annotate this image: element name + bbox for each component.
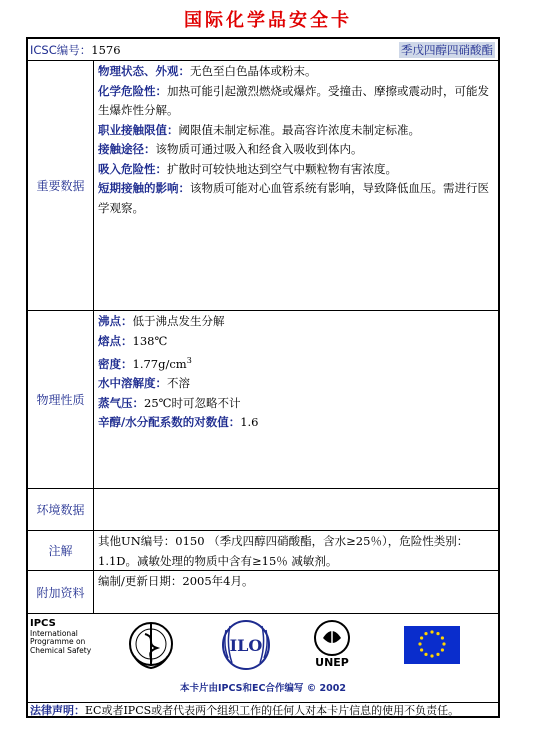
- ipcs-credit: 本卡片由IPCS和EC合作编写 © 2002: [179, 683, 346, 694]
- important-data-item: [98, 140, 495, 160]
- physical-property-item-key: 蒸气压：: [98, 395, 144, 410]
- important-data-item: [98, 179, 495, 218]
- physical-property-item: [98, 312, 495, 332]
- physical-property-item-key: 沸点：: [98, 314, 133, 328]
- ipcs-line2: Programme on: [30, 637, 86, 646]
- physical-properties-label: 物理性质: [28, 311, 94, 488]
- important-data-item-key: 职业接触限值：: [98, 122, 179, 137]
- eu-flag-icon: [404, 626, 460, 664]
- physical-property-item-value: 1.77g/cm: [132, 356, 187, 371]
- physical-property-item-value: 25℃时可忽略不计: [144, 395, 241, 410]
- ilo-logo-icon: [220, 618, 272, 672]
- physical-property-item-value: 不溶: [167, 376, 190, 391]
- important-data-item-key: 化学危险性：: [98, 83, 167, 98]
- important-data-item-value: 扩散时可较快地达到空气中颗粒物有害浓度。: [167, 161, 397, 176]
- important-data-row: [28, 61, 498, 311]
- physical-property-item: [98, 374, 495, 394]
- important-data-item-value: 阈限值未制定标准。最高容许浓度未制定标准。: [178, 122, 420, 137]
- legal-statement: [30, 702, 459, 720]
- important-data-item: [98, 121, 495, 141]
- legal-label: 法律声明：: [30, 704, 85, 717]
- icsc-label: ICSC编号：: [30, 43, 92, 57]
- important-data-item-key: 物理状态、外观：: [98, 64, 190, 78]
- important-data-item-value: 该物质可通过吸入和经食入吸收到体内。: [155, 142, 363, 156]
- environment-row: [28, 489, 498, 531]
- important-data-item-key: 接触途径：: [98, 142, 156, 156]
- physical-properties-content: [95, 311, 498, 488]
- important-data-item-value: 该物质可能对心血管系统有影响，导致降低血压。需进行医学观察。: [98, 181, 489, 215]
- important-data-item-value: 无色至白色晶体或粉末。: [190, 64, 317, 78]
- important-data-label: 重要数据: [28, 61, 94, 310]
- physical-property-item-key: 辛醇/水分配系数的对数值：: [98, 415, 241, 430]
- legal-text: EC或者IPCS或者代表两个组织工作的任何人对本卡片信息的使用不负责任。: [85, 704, 460, 717]
- important-data-item-key: 短期接触的影响：: [98, 181, 190, 195]
- important-data-item: [98, 82, 495, 121]
- physical-properties-row: [28, 311, 498, 489]
- ipcs-acronym: IPCS: [30, 618, 56, 629]
- physical-property-item-key: 密度：: [98, 356, 133, 371]
- who-logo-icon: [126, 618, 176, 674]
- header-row: [28, 39, 498, 61]
- important-data-item: [98, 160, 495, 180]
- logos-row: [28, 614, 498, 703]
- environment-content: [95, 489, 498, 530]
- physical-property-item: [98, 351, 495, 374]
- notes-row: [28, 531, 498, 571]
- physical-property-item: [98, 413, 495, 433]
- ipcs-line3: Chemical Safety: [30, 645, 92, 655]
- important-data-item: [98, 62, 495, 82]
- physical-property-item-sup: 3: [186, 356, 192, 365]
- environment-label: 环境数据: [28, 489, 94, 530]
- card-title: 国际化学品安全卡: [184, 10, 352, 31]
- physical-property-item-key: 水中溶解度：: [98, 376, 167, 391]
- notes-content: 其他UN编号：0150 （季戊四醇四硝酸酯，含水≥25％），危险性类别：1.1D。减敏处理的物质中含有≥15％ 减敏剂。: [98, 534, 469, 568]
- important-data-item-value: 加热可能引起激烈燃烧或爆炸。受撞击、摩擦或震动时，可能发生爆炸性分解。: [98, 83, 489, 117]
- additional-info-row: [28, 571, 498, 614]
- important-data-content: [95, 61, 498, 310]
- additional-info-label: 附加资料: [28, 571, 94, 613]
- notes-label: 注解: [28, 531, 94, 570]
- physical-property-item: [98, 394, 495, 414]
- unep-text: UNEP: [315, 656, 349, 669]
- ipcs-block: [30, 620, 91, 655]
- physical-property-item-value: 低于沸点发生分解: [132, 314, 225, 328]
- card-frame: [26, 37, 500, 718]
- icsc-number: [30, 42, 121, 58]
- icsc-value: 1576: [91, 43, 121, 57]
- physical-property-item: [98, 332, 495, 352]
- additional-info-content: 编制/更新日期：2005年4月。: [98, 574, 254, 588]
- physical-property-item-value: 1.6: [240, 415, 259, 430]
- physical-property-item-value: 138℃: [132, 333, 168, 348]
- chemical-name[interactable]: 季戊四醇四硝酸酯: [401, 43, 493, 57]
- ipcs-line1: International: [30, 628, 78, 638]
- important-data-item-key: 吸入危险性：: [98, 161, 167, 176]
- physical-property-item-key: 熔点：: [98, 333, 133, 348]
- svg-text:ILO: ILO: [229, 636, 263, 655]
